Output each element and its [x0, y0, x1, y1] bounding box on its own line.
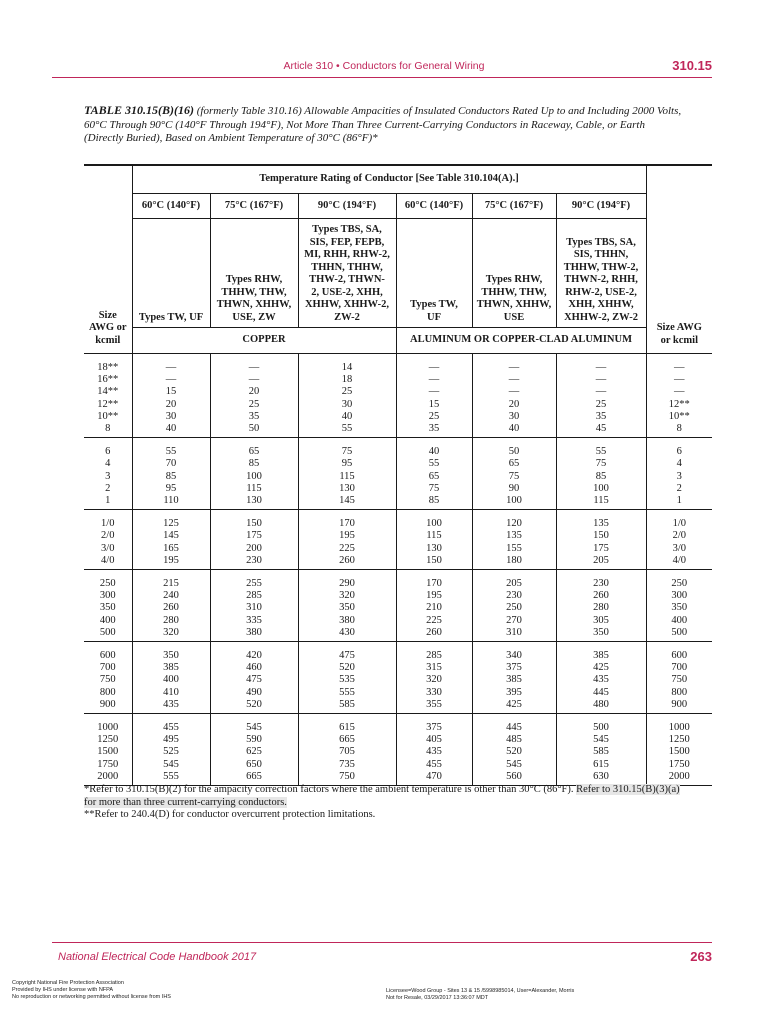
footer-rule	[52, 942, 712, 943]
degree-header: 60°C (140°F)	[132, 194, 210, 219]
size-cell: 250 300 350 400 500	[646, 570, 712, 642]
size-header-left: Size AWG or kcmil	[84, 165, 132, 354]
value-cell: 215 240 260 280 320	[132, 570, 210, 642]
value-cell: 385 425 435 445 480	[556, 642, 646, 714]
value-cell: 75 95 115 130 145	[298, 438, 396, 510]
value-cell: 170 195 225 260	[298, 510, 396, 570]
size-cell: 600 700 750 800 900	[646, 642, 712, 714]
size-cell: 6 4 3 2 1	[646, 438, 712, 510]
value-cell: — — 20 25 35 50	[210, 354, 298, 438]
value-cell: 14 18 25 30 40 55	[298, 354, 396, 438]
value-cell: 255 285 310 335 380	[210, 570, 298, 642]
value-cell: 455 495 525 545 555	[132, 714, 210, 786]
value-cell: 100 115 130 150	[396, 510, 472, 570]
value-cell: 120 135 155 180	[472, 510, 556, 570]
license-notice: Licensee=Wood Group - Sites 13 & 15 /5998985014, User=Alexander, Morris Not for Resale, 03/29/2017 13:36:07 MDT	[386, 988, 575, 1001]
aluminum-header: ALUMINUM OR COPPER-CLAD ALUMINUM	[396, 328, 646, 354]
value-cell: 55 70 85 95 110	[132, 438, 210, 510]
value-cell: 205 230 250 270 310	[472, 570, 556, 642]
note-overcurrent: **Refer to 240.4(D) for conductor overcurrent protection limitations.	[84, 809, 376, 820]
value-cell: 150 175 200 230	[210, 510, 298, 570]
page-number: 263	[690, 949, 712, 964]
value-cell: 40 55 65 75 85	[396, 438, 472, 510]
note-highlight: Refer to 310.15(B)(3)(a) for more than three current-carrying conductors.	[84, 784, 680, 808]
value-cell: 615 665 705 735 750	[298, 714, 396, 786]
copyright-notice: Copyright National Fire Protection Association Provided by IHS under license with NFPA No reproduction or networking permitted without license from IHS	[12, 980, 171, 1000]
copper-header: COPPER	[132, 328, 396, 354]
degree-header: 90°C (194°F)	[298, 194, 396, 219]
running-header-section: 310.15	[672, 58, 712, 73]
table-row-group	[84, 438, 712, 510]
table-caption	[84, 104, 684, 146]
conductor-types-header: Types TBS, SA, SIS, FEP, FEPB, MI, RHH, RHW-2, THHN, THHW, THW-2, THWN- 2, USE-2, XHH, XHHW, XHHW-2, ZW-2	[298, 219, 396, 328]
table-name: TABLE 310.15(B)(16)	[84, 103, 194, 117]
value-cell: 420 460 475 490 520	[210, 642, 298, 714]
value-cell: 65 85 100 115 130	[210, 438, 298, 510]
value-cell: 545 590 625 650 665	[210, 714, 298, 786]
value-cell: 135 150 175 205	[556, 510, 646, 570]
running-header-title: Article 310 • Conductors for General Wiring	[283, 60, 485, 72]
table-row-group	[84, 570, 712, 642]
size-cell: — — — 12** 10** 8	[646, 354, 712, 438]
temperature-rating-header: Temperature Rating of Conductor [See Table 310.104(A).]	[132, 165, 646, 194]
table-row-group	[84, 642, 712, 714]
size-cell: 1000 1250 1500 1750 2000	[646, 714, 712, 786]
note-ambient: *Refer to 310.15(B)(2) for the ampacity correction factors where the ambient temperature is other than 30°C (86°F). Refer to 310.15(B)(3)(a) for more than three current-carrying conductors.	[84, 784, 680, 808]
conductor-types-header: Types RHW, THHW, THW, THWN, XHHW, USE, ZW	[210, 219, 298, 328]
value-cell: 340 375 385 395 425	[472, 642, 556, 714]
conductor-types-header: Types TW, UF	[396, 219, 472, 328]
table-notes	[84, 784, 684, 822]
value-cell: 50 65 75 90 100	[472, 438, 556, 510]
value-cell: 230 260 280 305 350	[556, 570, 646, 642]
size-cell: 250 300 350 400 500	[84, 570, 132, 642]
size-cell: 18** 16** 14** 12** 10** 8	[84, 354, 132, 438]
degree-header: 90°C (194°F)	[556, 194, 646, 219]
header-rule	[52, 77, 712, 78]
ampacity-table	[84, 164, 712, 786]
degree-header: 75°C (167°F)	[472, 194, 556, 219]
value-cell: 290 320 350 380 430	[298, 570, 396, 642]
size-header-right: Size AWG or kcmil	[646, 165, 712, 354]
size-cell: 600 700 750 800 900	[84, 642, 132, 714]
table-caption-text: (formerly Table 310.16) Allowable Ampacities of Insulated Conductors Rated Up to and Including 2000 Volts, 60°C Through 90°C (140°F Through 194°F), Not More Than Three Current-Carrying Conductors in Raceway, Cable, or Earth (Directly Buried), Based on Ambient Temperature of 30°C (86°F)*	[84, 105, 682, 144]
size-cell: 1/0 2/0 3/0 4/0	[84, 510, 132, 570]
value-cell: 285 315 320 330 355	[396, 642, 472, 714]
value-cell: 445 485 520 545 560	[472, 714, 556, 786]
value-cell: — — 15 20 30 40	[132, 354, 210, 438]
degree-header: 60°C (140°F)	[396, 194, 472, 219]
value-cell: 170 195 210 225 260	[396, 570, 472, 642]
table-row-group	[84, 354, 712, 438]
size-cell: 1000 1250 1500 1750 2000	[84, 714, 132, 786]
conductor-types-header: Types TW, UF	[132, 219, 210, 328]
value-cell: 350 385 400 410 435	[132, 642, 210, 714]
size-cell: 1/0 2/0 3/0 4/0	[646, 510, 712, 570]
table-row-group	[84, 714, 712, 786]
conductor-types-header: Types TBS, SA, SIS, THHN, THHW, THW-2, THWN-2, RHH, RHW-2, USE-2, XHH, XHHW, XHHW-2, ZW-2	[556, 219, 646, 328]
value-cell: — — — 20 30 40	[472, 354, 556, 438]
footer-book-title: National Electrical Code Handbook 2017	[58, 951, 257, 963]
degree-header: 75°C (167°F)	[210, 194, 298, 219]
value-cell: — — — 15 25 35	[396, 354, 472, 438]
value-cell: 500 545 585 615 630	[556, 714, 646, 786]
conductor-types-header: Types RHW, THHW, THW, THWN, XHHW, USE	[472, 219, 556, 328]
value-cell: 55 75 85 100 115	[556, 438, 646, 510]
value-cell: 375 405 435 455 470	[396, 714, 472, 786]
size-cell: 6 4 3 2 1	[84, 438, 132, 510]
table-row-group	[84, 510, 712, 570]
value-cell: 125 145 165 195	[132, 510, 210, 570]
value-cell: — — — 25 35 45	[556, 354, 646, 438]
value-cell: 475 520 535 555 585	[298, 642, 396, 714]
